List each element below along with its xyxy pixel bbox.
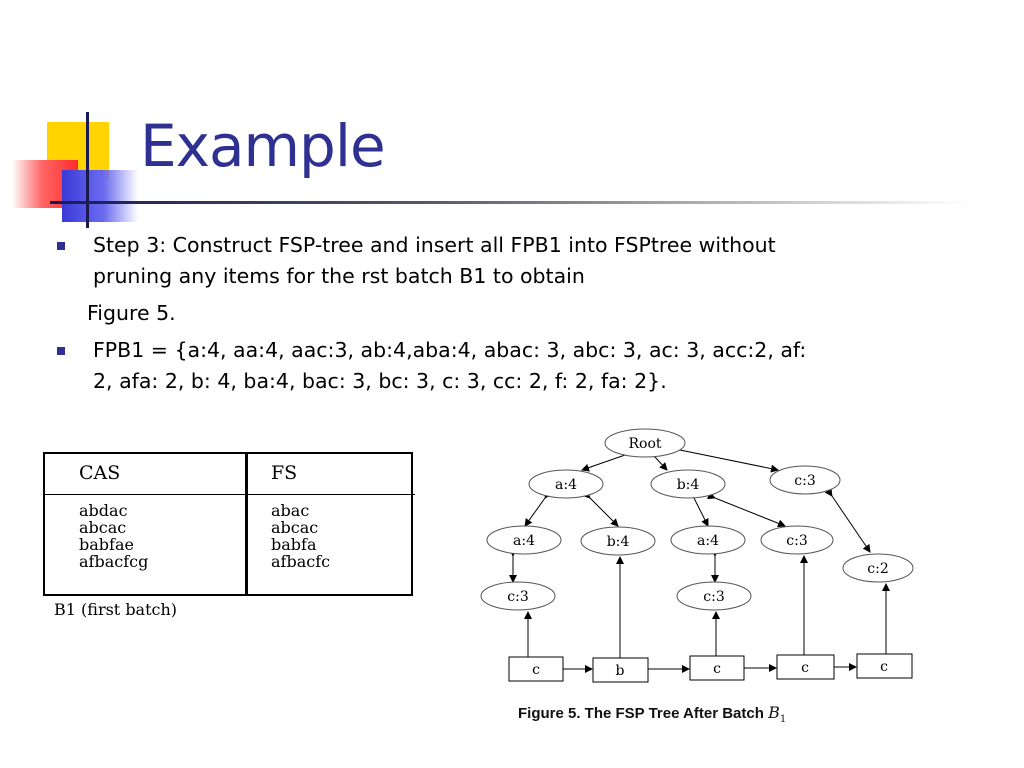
label-a4: a:4 <box>697 533 719 549</box>
edge-b4-c3 <box>715 498 785 526</box>
bullet-line: 2, afa: 2, b: 4, ba:4, bac: 3, bc: 3, c: 3, cc: 2, f: 2, fa: 2}. <box>93 369 667 393</box>
label-c3: c:3 <box>703 589 725 605</box>
bullet-square-icon <box>57 242 65 250</box>
edge-a4-b4 <box>590 498 618 526</box>
label-c3: c:3 <box>794 473 816 489</box>
bullet-item <box>55 335 955 397</box>
label-c3: c:3 <box>786 533 808 549</box>
label-b4: b:4 <box>606 534 630 550</box>
table-header-cas: CAS <box>79 462 121 484</box>
table-caption: B1 (first batch) <box>54 600 178 619</box>
slide-body <box>55 230 955 397</box>
edge-a4-a4 <box>525 498 545 526</box>
logo-blue-square <box>62 170 138 222</box>
cas-cell: abcac <box>79 518 127 537</box>
cas-column <box>79 502 148 570</box>
table-column-divider <box>245 452 248 594</box>
label-a4: a:4 <box>513 533 535 549</box>
edge-c3-c2 <box>832 496 870 552</box>
fs-cell: abac <box>271 501 310 520</box>
table-header-fs: FS <box>271 462 298 484</box>
label-c3: c:3 <box>507 589 529 605</box>
fsp-tree-diagram <box>470 420 930 720</box>
title-underline <box>50 201 970 204</box>
figure-caption <box>518 703 786 725</box>
figure-caption-subscript: 1 <box>779 714 787 725</box>
edge-root-b4 <box>655 457 667 470</box>
fs-column <box>271 502 330 570</box>
edge-root-a4 <box>582 455 625 470</box>
bullet-square-icon <box>57 347 65 355</box>
figure-caption-math: B <box>768 703 780 722</box>
cas-cell: afbacfcg <box>79 552 149 571</box>
cas-cell: babfae <box>79 535 134 554</box>
label-b4: b:4 <box>676 477 700 493</box>
batch-table <box>43 452 413 594</box>
logo-vertical-line <box>86 112 89 228</box>
cas-cell: abdac <box>79 501 128 520</box>
box-label: c <box>532 662 540 678</box>
figure-caption-text: Figure 5. The FSP Tree After Batch <box>518 705 764 722</box>
edge-b4-a4 <box>694 498 708 526</box>
bullet-item <box>55 230 955 292</box>
fs-cell: abcac <box>271 518 319 537</box>
box-label: c <box>880 659 888 675</box>
bullet-line: pruning any items for the rst batch B1 to obtain <box>93 264 585 288</box>
label-a4: a:4 <box>555 477 577 493</box>
fs-cell: afbacfc <box>271 552 331 571</box>
box-label: c <box>801 660 809 676</box>
table-header-line <box>43 494 415 495</box>
label-root: Root <box>628 436 662 452</box>
label-c2: c:2 <box>867 561 889 577</box>
bullet-line: FPB1 = {a:4, aa:4, aac:3, ab:4,aba:4, abac: 3, abc: 3, ac: 3, acc:2, af: <box>93 338 807 362</box>
box-label: b <box>615 663 625 679</box>
edge-root-c3 <box>680 450 778 470</box>
bullet-line: Step 3: Construct FSP-tree and insert all FPB1 into FSPtree without <box>93 233 776 257</box>
fs-cell: babfa <box>271 535 317 554</box>
slide-title: Example <box>140 112 385 180</box>
box-label: c <box>713 661 721 677</box>
bullet-continuation: Figure 5. <box>87 301 176 325</box>
